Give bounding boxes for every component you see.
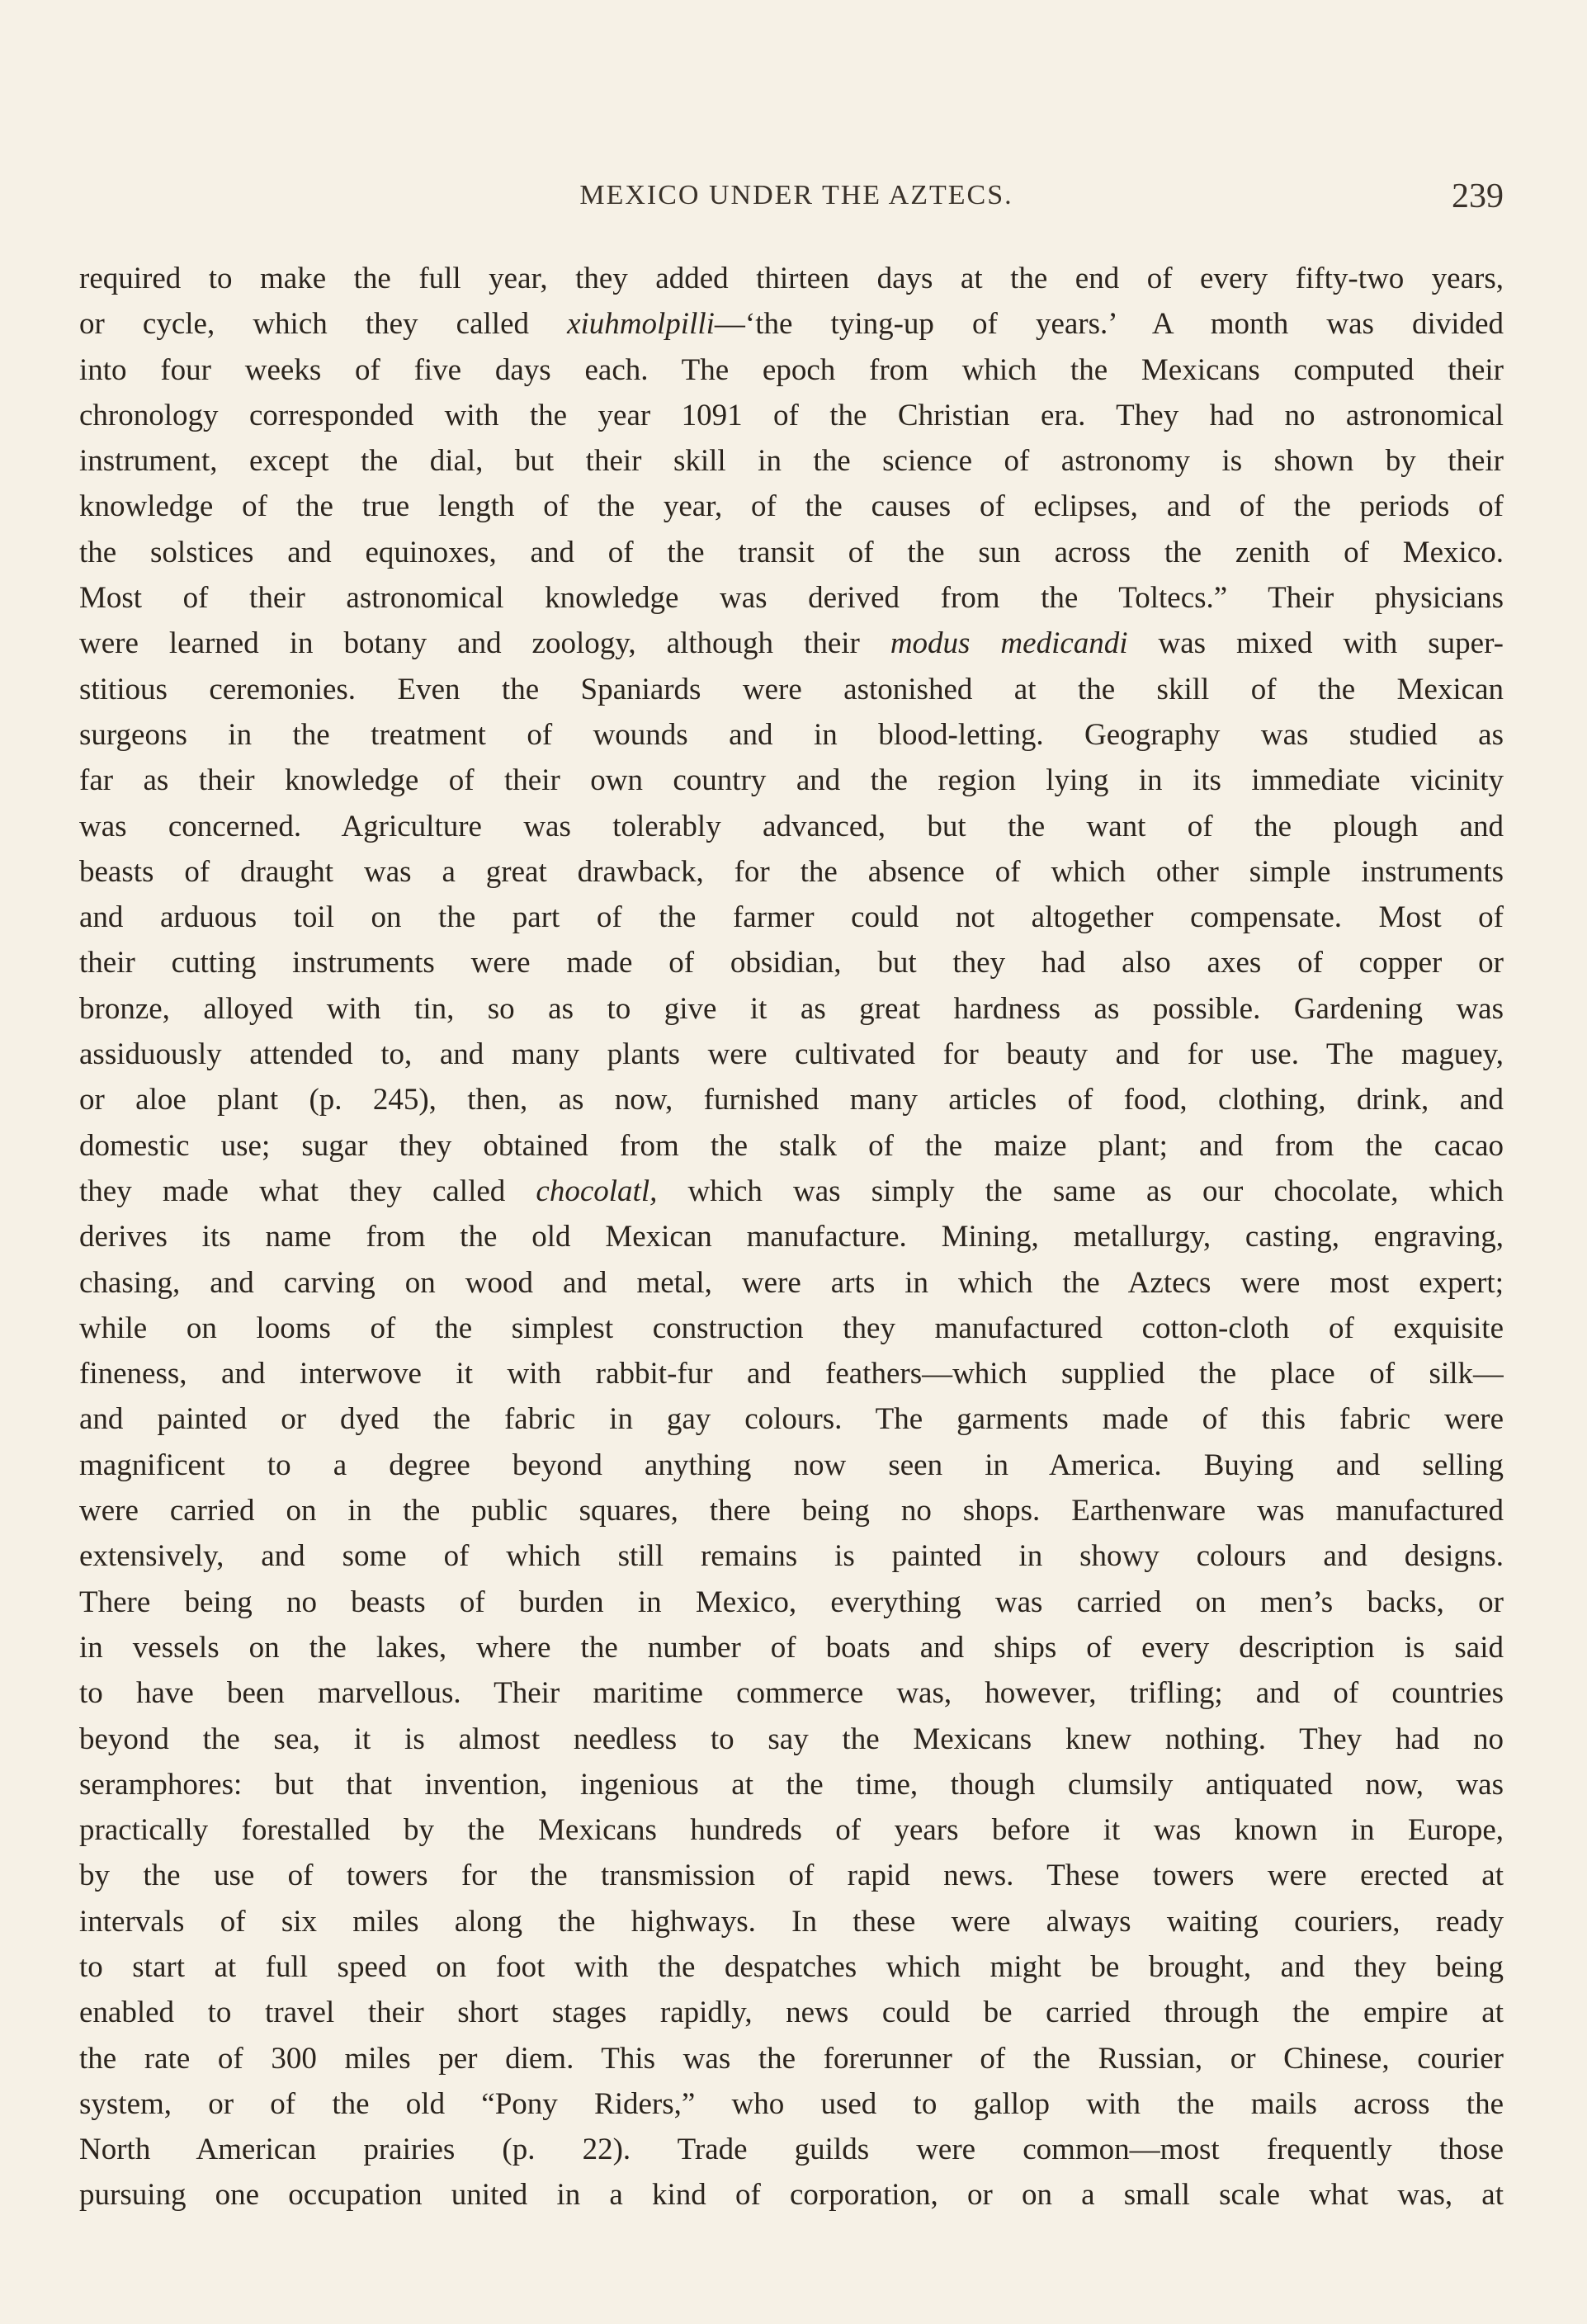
text-line: far as their knowledge of their own country and the region lying in its immediate vicinity: [79, 763, 1504, 798]
text-line: knowledge of the true length of the year, of the causes of eclipses, and of the periods of: [79, 489, 1504, 524]
text-line: derives its name from the old Mexican manufacture. Mining, metallurgy, casting, engraving,: [79, 1220, 1504, 1254]
text-line: were learned in botany and zoology, although their modus medicandi was mixed with super-: [79, 626, 1504, 661]
text-line: pursuing one occupation united in a kind of corporation, or on a small scale what was, at: [79, 2178, 1504, 2213]
text-line: intervals of six miles along the highways. In these were always waiting couriers, ready: [79, 1904, 1504, 1939]
text-line: seramphores: but that invention, ingenious at the time, though clumsily antiquated now, was: [79, 1767, 1504, 1802]
text-line: the solstices and equinoxes, and of the transit of the sun across the zenith of Mexico.: [79, 535, 1504, 569]
italic-term: chocolatl,: [536, 1174, 658, 1208]
text-line: bronze, alloyed with tin, so as to give it as great hardness as possible. Gardening was: [79, 991, 1504, 1026]
text-line: chronology corresponded with the year 1091 of the Christian era. They had no astronomical: [79, 398, 1504, 432]
italic-term: xiuhmolpilli: [567, 307, 715, 342]
text-line: or aloe plant (p. 245), then, as now, furnished many articles of food, clothing, drink, and: [79, 1083, 1504, 1117]
text-line: enabled to travel their short stages rapidly, news could be carried through the empire at: [79, 1996, 1504, 2030]
text-line: instrument, except the dial, but their skill in the science of astronomy is shown by their: [79, 444, 1504, 479]
text-line: practically forestalled by the Mexicans hundreds of years before it was known in Europe,: [79, 1813, 1504, 1848]
page-number: 239: [1452, 177, 1504, 215]
text-line: beasts of draught was a great drawback, for the absence of which other simple instruments: [79, 854, 1504, 889]
text-line: surgeons in the treatment of wounds and in blood-letting. Geography was studied as: [79, 717, 1504, 752]
body-text: [79, 256, 1504, 2218]
text-line: Most of their astronomical knowledge was derived from the Toltecs.” Their physicians: [79, 581, 1504, 616]
text-line: to have been marvellous. Their maritime commerce was, however, trifling; and of countries: [79, 1676, 1504, 1711]
text-line: while on looms of the simplest construction they manufactured cotton-cloth of exquisite: [79, 1311, 1504, 1345]
running-title: MEXICO UNDER THE AZTECS.: [579, 180, 1013, 210]
text-line: were carried on in the public squares, there being no shops. Earthenware was manufactured: [79, 1494, 1504, 1528]
text-line: or cycle, which they called xiuhmolpilli—‘the tying-up of years.’ A month was divided: [79, 307, 1504, 342]
text-line: was concerned. Agriculture was tolerably advanced, but the want of the plough and: [79, 809, 1504, 843]
text-line: extensively, and some of which still remains is painted in showy colours and designs.: [79, 1539, 1504, 1574]
text-line: beyond the sea, it is almost needless to say the Mexicans knew nothing. They had no: [79, 1722, 1504, 1756]
text-line: and painted or dyed the fabric in gay colours. The garments made of this fabric were: [79, 1402, 1504, 1437]
text-line: into four weeks of five days each. The epoch from which the Mexicans computed their: [79, 352, 1504, 387]
text-line: There being no beasts of burden in Mexico, everything was carried on men’s backs, or: [79, 1585, 1504, 1619]
text-line: chasing, and carving on wood and metal, were arts in which the Aztecs were most expert;: [79, 1265, 1504, 1300]
text-line: stitious ceremonies. Even the Spaniards were astonished at the skill of the Mexican: [79, 672, 1504, 706]
text-line: magnificent to a degree beyond anything now seen in America. Buying and selling: [79, 1448, 1504, 1482]
text-line: assiduously attended to, and many plants were cultivated for beauty and for use. The maguey,: [79, 1037, 1504, 1072]
italic-term: modus medicandi: [890, 626, 1128, 661]
text-line: system, or of the old “Pony Riders,” who used to gallop with the mails across the: [79, 2086, 1504, 2121]
text-line: North American prairies (p. 22). Trade guilds were common—most frequently those: [79, 2133, 1504, 2167]
text-line: and arduous toil on the part of the farmer could not altogether compensate. Most of: [79, 900, 1504, 935]
text-line: domestic use; sugar they obtained from the stalk of the maize plant; and from the cacao: [79, 1128, 1504, 1163]
text-line: fineness, and interwove it with rabbit-fur and feathers—which supplied the place of silk—: [79, 1357, 1504, 1391]
text-line: their cutting instruments were made of obsidian, but they had also axes of copper or: [79, 946, 1504, 980]
text-line: by the use of towers for the transmission of rapid news. These towers were erected at: [79, 1859, 1504, 1893]
text-line: they made what they called chocolatl, which was simply the same as our chocolate, which: [79, 1174, 1504, 1208]
text-line: to start at full speed on foot with the despatches which might be brought, and they being: [79, 1949, 1504, 1984]
text-line: the rate of 300 miles per diem. This was the forerunner of the Russian, or Chinese, courier: [79, 2041, 1504, 2076]
text-line: required to make the full year, they added thirteen days at the end of every fifty-two years,: [79, 262, 1504, 295]
text-line: in vessels on the lakes, where the number of boats and ships of every description is said: [79, 1630, 1504, 1665]
running-head: [89, 177, 1504, 216]
